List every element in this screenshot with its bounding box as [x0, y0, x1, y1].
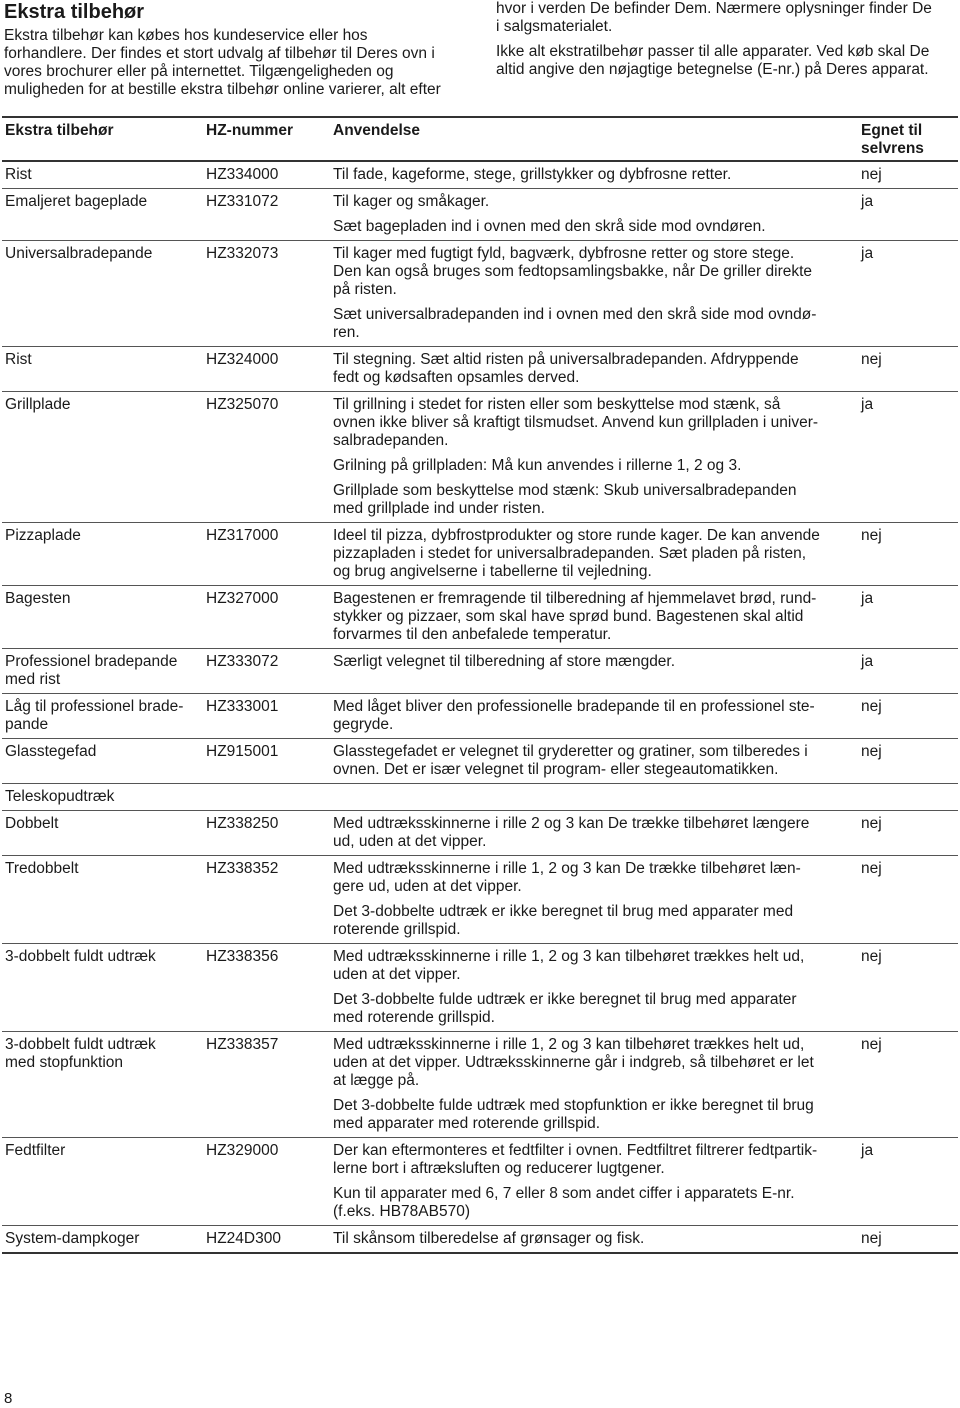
table-row [2, 585, 958, 648]
accessories-table [2, 116, 958, 1254]
hz-number: HZ332073 [206, 245, 279, 262]
usage-paragraph: Det 3-dobbelte udtræk er ikke beregnet til brug med apparater med roterende grillspid. [333, 903, 794, 938]
hz-number: HZ324000 [206, 351, 279, 368]
table-row [2, 855, 958, 943]
usage-paragraph: Bagestenen er fremragende til tilberedning af hjemmelavet brød, rund- stykker og pizzaer, som skal have sprød bund. Bagestenen skal altid forvarmes til den anbefalede temperatur. [333, 590, 817, 643]
accessory-name: Låg til professionel brade- pande [5, 698, 184, 733]
usage-paragraph: Der kan eftermonteres et fedtfilter i ovnen. Fedtfiltret filtrerer fedtpartik- lerne bort i aftræksluften og reducerer lugtgener. [333, 1142, 818, 1177]
usage-paragraph: Til stegning. Sæt altid risten på universalbradepanden. Afdryppende fedt og kødsaften opsamles derved. [333, 351, 799, 386]
table-row [2, 188, 958, 240]
accessory-name: Teleskopudtræk [5, 788, 115, 805]
usage-paragraph: Det 3-dobbelte fulde udtræk er ikke beregnet til brug med apparater med roterende grillspid. [333, 991, 797, 1026]
accessory-name: Pizzaplade [5, 527, 81, 544]
self-cleaning-suitable: nej [861, 948, 882, 965]
self-cleaning-suitable: nej [861, 351, 882, 368]
usage-description [330, 590, 858, 644]
table-header-row [2, 118, 958, 162]
self-cleaning-suitable: nej [861, 815, 882, 832]
table-row [2, 240, 958, 346]
self-cleaning-suitable: nej [861, 166, 882, 183]
table-row [2, 522, 958, 585]
hz-number: HZ338357 [206, 1036, 279, 1053]
table-row [2, 1137, 958, 1225]
usage-description [330, 788, 858, 806]
hz-number: HZ334000 [206, 166, 279, 183]
accessory-name: System-dampkoger [5, 1230, 140, 1247]
hz-number: HZ317000 [206, 527, 279, 544]
usage-paragraph: Sæt universalbradepanden ind i ovnen med den skrå side mod ovndø- ren. [333, 306, 817, 341]
self-cleaning-suitable: nej [861, 527, 882, 544]
self-cleaning-suitable: nej [861, 698, 882, 715]
table-row [2, 346, 958, 391]
accessory-name: Universalbradepande [5, 245, 153, 262]
usage-paragraph: Det 3-dobbelte fulde udtræk med stopfunktion er ikke beregnet til brug med apparater med roterende grillspid. [333, 1097, 814, 1132]
usage-description [330, 948, 858, 1027]
usage-paragraph: Ideel til pizza, dybfrostprodukter og store runde kager. De kan anvende pizzapladen i stedet for universalbradepanden. Sæt pladen på risten, og brug angivelserne i tabellerne til vejledning. [333, 527, 820, 580]
intro-text-left: Ekstra tilbehør kan købes hos kundeservice eller hos forhandlere. Der findes et stort udvalg af tilbehør til Deres ovn i vores brochurer eller på internettet. Tilgængeligheden og muligheden for at bestille ekstra tilbehør online varierer, alt efter [4, 27, 441, 98]
self-cleaning-suitable: ja [861, 1142, 874, 1159]
usage-paragraph: Med udtræksskinnerne i rille 1, 2 og 3 kan tilbehøret trækkes helt ud, uden at det vipper. [333, 948, 805, 983]
usage-description [330, 1230, 858, 1248]
usage-paragraph: Sæt bagepladen ind i ovnen med den skrå side mod ovndøren. [333, 218, 766, 235]
table-row [2, 738, 958, 783]
usage-description [330, 743, 858, 779]
usage-paragraph: Glasstegefadet er velegnet til gryderetter og gratiner, som tilberedes i ovnen. Det er især velegnet til program- eller stegeautomatikken. [333, 743, 808, 778]
usage-paragraph: Til fade, kageforme, stege, grillstykker og dybfrosne retter. [333, 166, 732, 183]
accessory-name: Rist [5, 166, 32, 183]
usage-paragraph: Med udtræksskinnerne i rille 1, 2 og 3 kan De trække tilbehøret læn- gere ud, uden at det vipper. [333, 860, 801, 895]
accessory-name: 3-dobbelt fuldt udtræk med stopfunktion [5, 1036, 156, 1071]
hz-number: HZ333072 [206, 653, 279, 670]
self-cleaning-suitable: ja [861, 653, 874, 670]
usage-description [330, 396, 858, 518]
page-number: 8 [4, 1390, 13, 1407]
header-accessory: Ekstra tilbehør [5, 122, 114, 139]
accessory-name: Professionel bradepande med rist [5, 653, 178, 688]
table-row [2, 648, 958, 693]
intro-paragraph: Ikke alt ekstratilbehør passer til alle apparater. Ved køb skal De altid angive den nøjagtige betegnelse (E-nr.) på Deres apparat. [496, 43, 930, 78]
table-row [2, 391, 958, 522]
table-row [2, 1225, 958, 1252]
intro-text-right [496, 0, 958, 86]
usage-paragraph: Med udtræksskinnerne i rille 1, 2 og 3 kan tilbehøret trækkes helt ud, uden at det vipper. Udtræksskinnerne går i indgreb, så tilbehøret er let at lægge på. [333, 1036, 814, 1089]
hz-number: HZ333001 [206, 698, 279, 715]
hz-number [203, 788, 330, 806]
usage-paragraph: Grilning på grillpladen: Må kun anvendes i rillerne 1, 2 og 3. [333, 457, 742, 474]
usage-paragraph: Til skånsom tilberedelse af grønsager og fisk. [333, 1230, 645, 1247]
self-cleaning-suitable: ja [861, 396, 874, 413]
self-cleaning-suitable: nej [861, 1230, 882, 1247]
usage-paragraph: Grillplade som beskyttelse mod stænk: Skub universalbradepanden med grillplade ind under risten. [333, 482, 797, 517]
accessory-name: Glasstegefad [5, 743, 97, 760]
table-body [2, 162, 958, 1252]
usage-description [330, 860, 858, 939]
hz-number: HZ325070 [206, 396, 279, 413]
header-usage: Anvendelse [333, 122, 421, 139]
hz-number: HZ338250 [206, 815, 279, 832]
intro-paragraph: hvor i verden De befinder Dem. Nærmere oplysninger finder De i salgsmaterialet. [496, 0, 932, 35]
usage-paragraph: Kun til apparater med 6, 7 eller 8 som andet ciffer i apparatets E-nr. (f.eks. HB78AB570) [333, 1185, 795, 1220]
self-cleaning-suitable: nej [861, 860, 882, 877]
table-row [2, 1031, 958, 1137]
usage-description [330, 653, 858, 689]
hz-number: HZ915001 [206, 743, 279, 760]
self-cleaning-suitable [858, 788, 958, 806]
usage-description [330, 1142, 858, 1221]
accessory-name: Fedtfilter [5, 1142, 66, 1159]
usage-description [330, 193, 858, 236]
accessory-name: 3-dobbelt fuldt udtræk [5, 948, 156, 965]
hz-number: HZ327000 [206, 590, 279, 607]
page-heading: Ekstra tilbehør [4, 1, 145, 23]
usage-paragraph: Særligt velegnet til tilberedning af store mængder. [333, 653, 676, 670]
usage-description [330, 1036, 858, 1133]
accessory-name: Emaljeret bageplade [5, 193, 148, 210]
usage-paragraph: Til kager og småkager. [333, 193, 490, 210]
usage-paragraph: Med udtræksskinnerne i rille 2 og 3 kan De trække tilbehøret længere ud, uden at det vipper. [333, 815, 810, 850]
usage-paragraph: Med låget bliver den professionelle bradepande til en professionel ste- gegryde. [333, 698, 815, 733]
usage-paragraph: Til grillning i stedet for risten eller som beskyttelse mod stænk, så ovnen ikke bliver så kraftigt tilsmudset. Anvend kun grillpladen i univer- salbradepanden. [333, 396, 819, 449]
table-row [2, 943, 958, 1031]
self-cleaning-suitable: nej [861, 1036, 882, 1053]
table-row [2, 162, 958, 188]
usage-description [330, 166, 858, 184]
table-row [2, 783, 958, 810]
hz-number: HZ329000 [206, 1142, 279, 1159]
usage-description [330, 245, 858, 342]
self-cleaning-suitable: nej [861, 743, 882, 760]
self-cleaning-suitable: ja [861, 590, 874, 607]
header-self-cleaning: Egnet til selvrens [861, 122, 924, 157]
usage-paragraph: Til kager med fugtigt fyld, bagværk, dybfrosne retter og store stege. Den kan også bruges som fedtopsamlingsbakke, når De griller direkte på risten. [333, 245, 813, 298]
hz-number: HZ338352 [206, 860, 279, 877]
hz-number: HZ24D300 [206, 1230, 281, 1247]
usage-description [330, 351, 858, 387]
table-row [2, 810, 958, 855]
accessory-name: Bagesten [5, 590, 71, 607]
accessory-name: Dobbelt [5, 815, 59, 832]
hz-number: HZ338356 [206, 948, 279, 965]
accessory-name: Rist [5, 351, 32, 368]
header-hz-number: HZ-nummer [206, 122, 293, 139]
self-cleaning-suitable: ja [861, 245, 874, 262]
usage-description [330, 698, 858, 734]
accessory-name: Tredobbelt [5, 860, 79, 877]
accessory-name: Grillplade [5, 396, 71, 413]
usage-description [330, 527, 858, 581]
self-cleaning-suitable: ja [861, 193, 874, 210]
table-row [2, 693, 958, 738]
hz-number: HZ331072 [206, 193, 279, 210]
usage-description [330, 815, 858, 851]
